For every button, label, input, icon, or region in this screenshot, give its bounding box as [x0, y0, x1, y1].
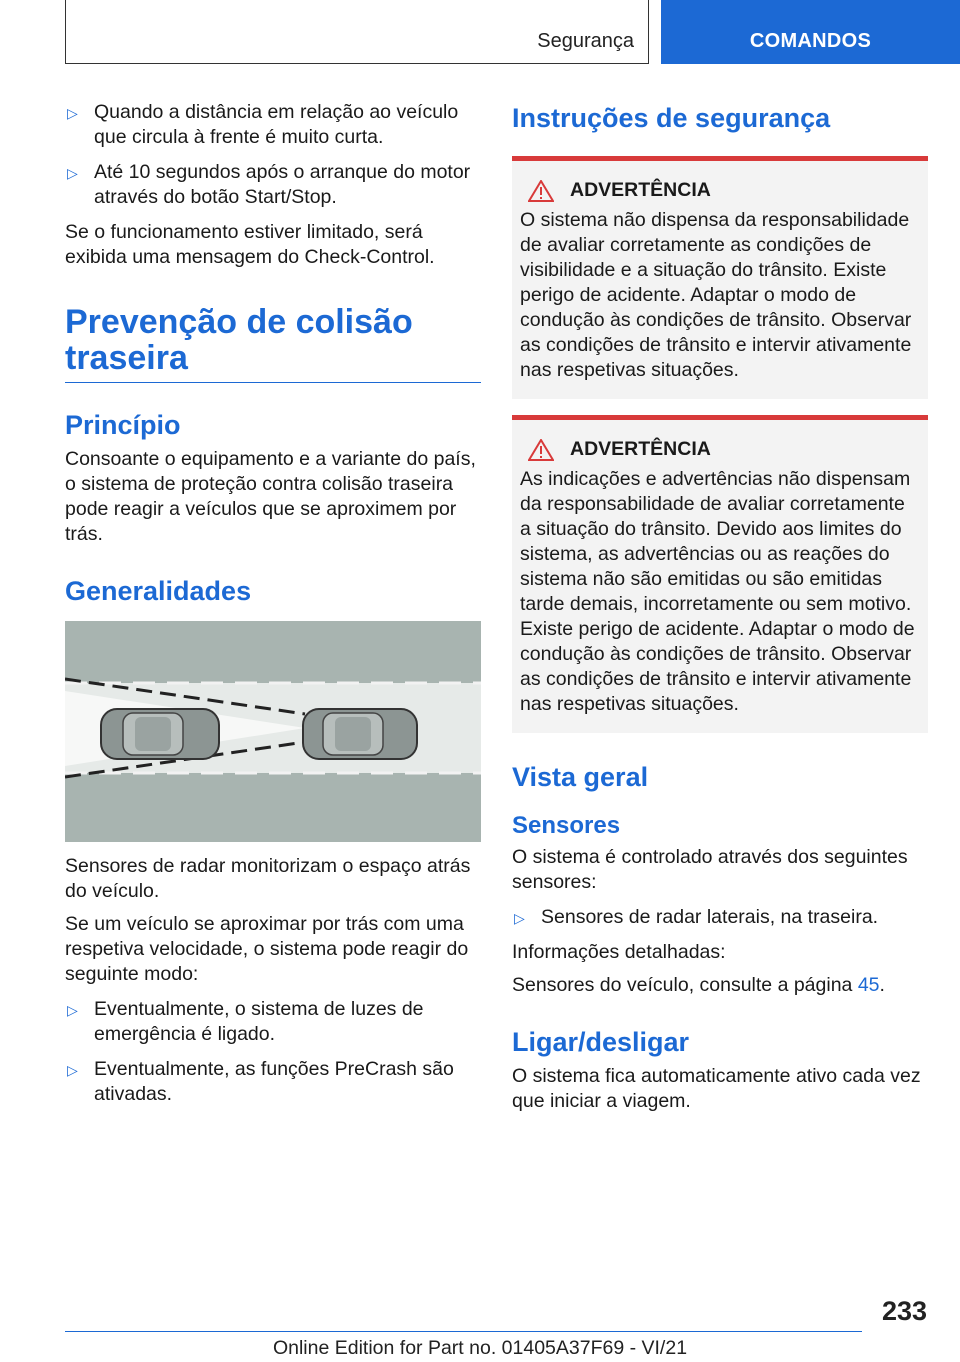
paragraph-approach: Se um veículo se aproximar por trás com uma respetiva velocidade, o sistema pode reagir do seguinte modo: — [65, 913, 469, 985]
principle-text: Consoante o equipamento e a variante do país, o sistema de proteção contra colisão traseira pode reagir a veículos que se aproximem por trás. — [65, 448, 476, 545]
header-box — [65, 0, 649, 64]
principle-heading: Princípio — [65, 410, 181, 440]
bullet-triangle-icon: ▷ — [67, 105, 78, 121]
list-item — [65, 997, 481, 1047]
page-link[interactable]: 45 — [857, 974, 880, 996]
warning-text: As indicações e advertências não dispensam da responsabilidade de avaliar corretamente a situação do trânsito. Devido aos limites do sistema, as advertências ou as reações do sistema não são emitidas ou são emitidas tarde demais, incorretamente ou sem motivo. Existe perigo de acidente. Adaptar o modo de condução às condições de trânsito. Observar as condições de trânsito e intervir ativamente nas respetivas situações. — [520, 468, 915, 715]
rear-collision-illustration — [65, 621, 481, 842]
warning-box — [512, 156, 928, 399]
warning-triangle-icon — [528, 439, 554, 461]
list-item-text: Até 10 segundos após o arranque do motor através do botão Start/Stop. — [94, 161, 471, 208]
paragraph-sensors: Sensores de radar monitorizam o espaço atrás do veículo. — [65, 855, 471, 902]
section-heading: Prevenção de colisão traseira — [65, 303, 413, 377]
safety-heading: Instruções de segurança — [512, 103, 831, 133]
onoff-heading: Ligar/desligar — [512, 1027, 690, 1057]
warning-title: ADVERTÊNCIA — [570, 179, 711, 201]
header-section-title: Segurança — [537, 30, 634, 52]
list-item-text: Sensores de radar laterais, na traseira. — [541, 906, 879, 928]
footer-divider — [65, 1331, 862, 1332]
warning-header — [520, 179, 920, 202]
warning-header — [520, 438, 920, 461]
list-item — [65, 1057, 481, 1107]
warning-triangle-icon — [528, 180, 554, 202]
warning-box — [512, 415, 928, 733]
bullet-triangle-icon: ▷ — [67, 1062, 78, 1078]
bullet-triangle-icon: ▷ — [67, 165, 78, 181]
general-heading: Generalidades — [65, 576, 252, 606]
list-item — [65, 160, 481, 210]
right-column — [512, 100, 928, 1122]
details-text-body: Sensores do veículo, consulte a página — [512, 974, 858, 996]
details-text — [512, 973, 928, 998]
list-item-text: Eventualmente, as funções PreCrash são ativadas. — [94, 1058, 454, 1105]
list-item — [65, 100, 481, 150]
footer-edition: Online Edition for Part no. 01405A37F69 - VI/21 — [272, 1337, 688, 1359]
warning-title: ADVERTÊNCIA — [570, 438, 711, 460]
section-heading-wrap — [65, 304, 481, 383]
onoff-text: O sistema fica automaticamente ativo cada vez que iniciar a viagem. — [512, 1065, 921, 1112]
details-text-end: . — [879, 974, 885, 996]
warning-text: O sistema não dispensa da responsabilidade de avaliar corretamente as condições de visibilidade e a situação do trânsito. Existe perigo de acidente. Adaptar o modo de condução às condições de trânsito. Observar as condições de trânsito e intervir ativamente nas respetivas situações. — [520, 209, 912, 381]
list-item-text: Quando a distância em relação ao veículo que circula à frente é muito curta. — [94, 101, 459, 148]
bullet-triangle-icon: ▷ — [67, 1002, 78, 1018]
car-behind-icon — [101, 709, 219, 759]
car-ahead-icon — [303, 709, 417, 759]
overview-heading: Vista geral — [512, 762, 649, 792]
list-item-text: Eventualmente, o sistema de luzes de emergência é ligado. — [94, 998, 424, 1045]
details-label: Informações detalhadas: — [512, 941, 726, 963]
sensors-heading: Sensores — [512, 812, 621, 839]
page-number: 233 — [881, 1296, 927, 1326]
left-column — [65, 100, 481, 1117]
sensors-text: O sistema é controlado através dos seguintes sensores: — [512, 846, 908, 893]
paragraph-limited: Se o funcionamento estiver limitado, será exibida uma mensagem do Check-Control. — [65, 221, 435, 268]
list-item — [512, 905, 928, 930]
header-chapter-tab[interactable]: COMANDOS — [661, 0, 960, 64]
bullet-triangle-icon: ▷ — [514, 910, 525, 926]
